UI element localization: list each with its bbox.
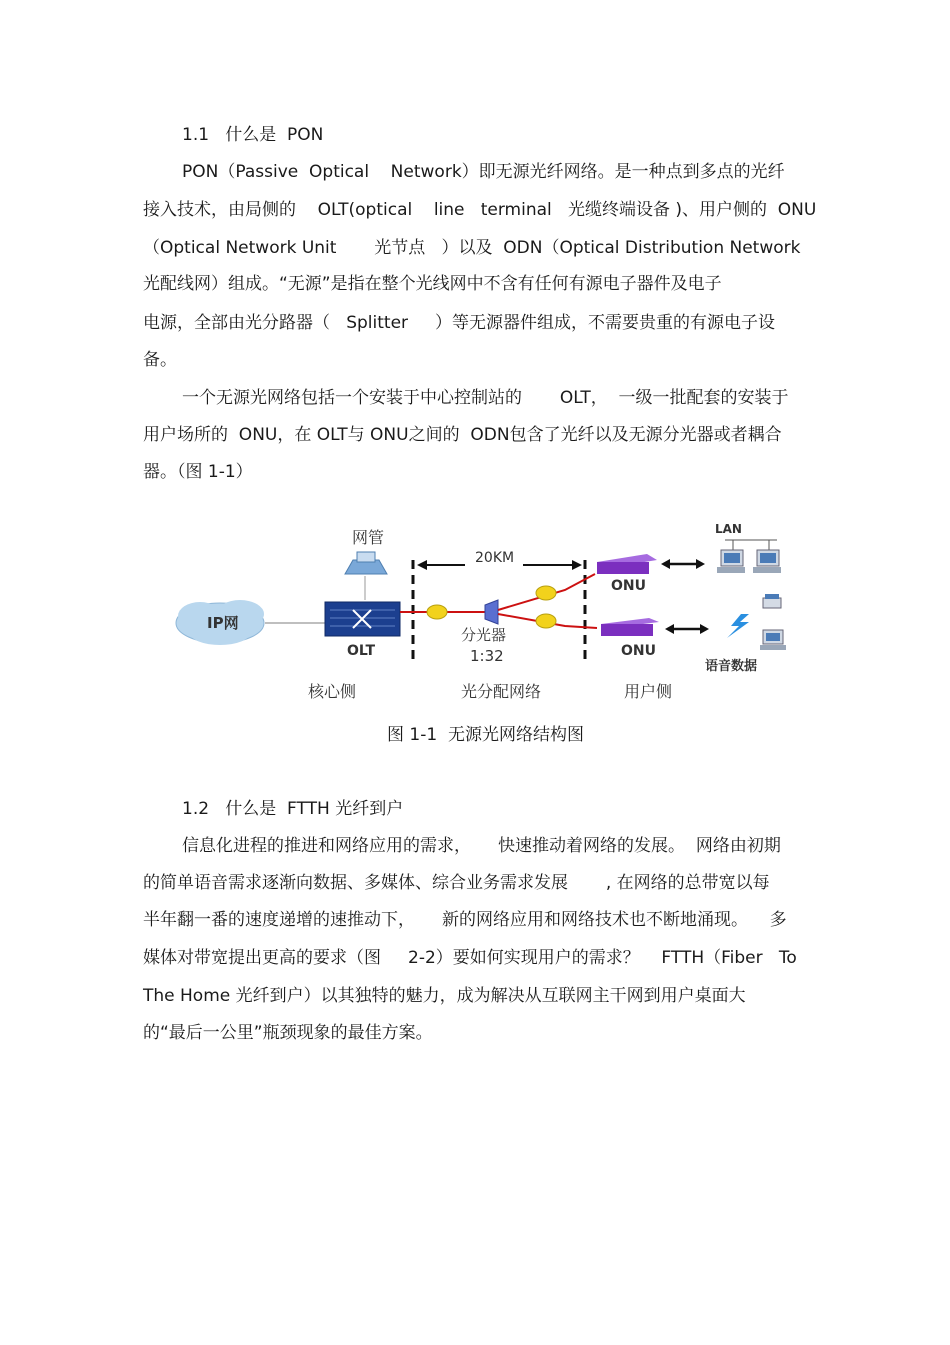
phone-icon <box>763 594 781 608</box>
network-management-icon <box>345 552 387 574</box>
computer-icon <box>717 550 745 573</box>
paragraph-line: 用户场所的 ONU，在 OLT与 ONU之间的 ODN包含了光纤以及无源分光器或者耦合 <box>143 425 782 445</box>
paragraph-line: 半年翻一番的速度递增的速推动下， 新的网络应用和网络技术也不断地涌现。 多 <box>143 910 787 930</box>
splitter-ratio: 1:32 <box>470 647 504 665</box>
paragraph-line: The Home 光纤到户）以其独特的魅力，成为解决从互联网主干网到用户桌面大 <box>143 986 746 1006</box>
nms-label: 网管 <box>352 528 385 547</box>
paragraph-line: 的“最后一公里”瓶颈现象的最佳方案。 <box>143 1023 433 1043</box>
paragraph-line: （Optical Network Unit 光节点 ）以及 ODN（Optical Distribution Network <box>143 238 801 258</box>
paragraph-line: 一个无源光网络包括一个安装于中心控制站的 OLT， 一级一批配套的安装于 <box>182 388 789 408</box>
double-arrow-icon <box>665 624 709 634</box>
onu-top-icon <box>597 554 657 574</box>
connector-icon <box>536 586 556 600</box>
connector-icon <box>536 614 556 628</box>
splitter-icon <box>485 600 498 624</box>
paragraph-line: 媒体对带宽提出更高的要求（图 2-2）要如何实现用户的需求？ FTTH（Fiber To <box>143 948 797 968</box>
odn-side-label: 光分配网络 <box>461 682 542 701</box>
paragraph-line: PON（Passive Optical Network）即无源光纤网络。是一种点到多点的光纤 <box>182 162 785 182</box>
paragraph-line: 的简单语音需求逐渐向数据、多媒体、综合业务需求发展 , 在网络的总带宽以每 <box>143 873 770 893</box>
double-arrow-icon <box>661 559 705 569</box>
paragraph-line: 信息化进程的推进和网络应用的需求， 快速推动着网络的发展。 网络由初期 <box>182 836 781 856</box>
splitter-label: 分光器 <box>461 626 507 644</box>
voice-data-label: 语音数据 <box>705 659 758 674</box>
paragraph-line: 电源，全部由光分路器（ Splitter ）等无源器件组成，不需要贵重的有源电子设 <box>143 313 776 333</box>
onu-bottom-label: ONU <box>621 643 656 659</box>
olt-device-icon <box>325 602 400 636</box>
computer-icon <box>760 630 786 650</box>
core-side-label: 核心侧 <box>308 682 357 701</box>
user-side-label: 用户侧 <box>624 682 673 701</box>
paragraph-line: 接入技术，由局侧的 OLT(optical line terminal 光缆终端设备 )、用户侧的 ONU <box>143 200 817 220</box>
pon-architecture-diagram <box>165 510 795 710</box>
onu-top-label: ONU <box>611 578 646 594</box>
paragraph-line: 备。 <box>143 350 177 370</box>
computer-icon <box>753 550 781 573</box>
lightning-icon <box>727 614 749 638</box>
section-heading-1-1: 1.1 什么是 PON <box>182 125 324 145</box>
distance-label: 20KM <box>475 550 515 566</box>
connector-icon <box>427 605 447 619</box>
section-heading-1-2: 1.2 什么是 FTTH 光纤到户 <box>182 799 404 819</box>
olt-label: OLT <box>347 643 376 659</box>
lan-label: LAN <box>715 522 742 536</box>
figure-caption: 图 1-1 无源光网络结构图 <box>387 725 584 745</box>
paragraph-line: 器。（图 1-1） <box>143 462 253 482</box>
paragraph-line: 光配线网）组成。“无源”是指在整个光线网中不含有任何有源电子器件及电子 <box>143 274 722 294</box>
ip-cloud-label: IP网 <box>207 614 239 632</box>
onu-bottom-icon <box>601 618 659 636</box>
